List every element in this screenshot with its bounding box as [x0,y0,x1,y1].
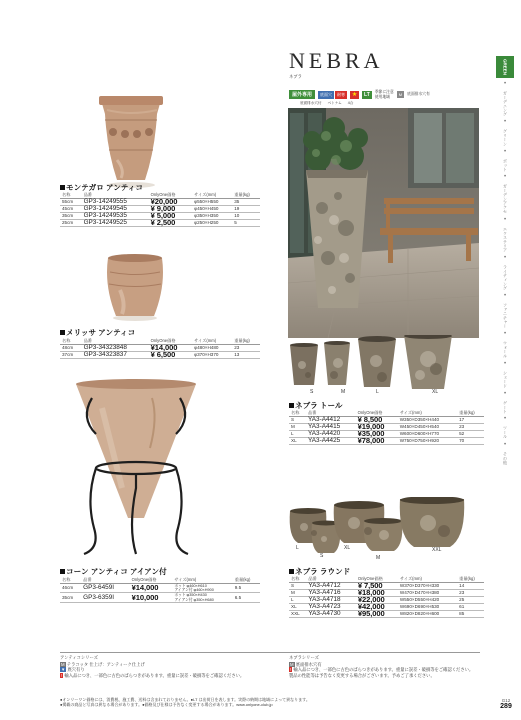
nebra-round-lineup-image [288,497,473,559]
cone-pot-iron-stand-image [72,378,200,558]
table-row: XXL YA3-A4730 ¥95,000 W820×D820×H600 85 [289,611,484,618]
bottom-disclaimer: ●オンリーワン価格には、消費税、施工費、送料は含まれておりません。●LT は出荷日を表します。実際の納期は地域によって異なります。 ●掲載の商品と写真は異なる場合があります。●価格及び仕様は予告なく変更する場合があります。www.onlyone-club.jp [60,697,310,708]
footer-divider [60,652,480,653]
badge-captions: 底面排水穴付 ペトナム 4合 [300,101,354,105]
melissa-spec-table: 名称 品番 OnlyOne価格 サイズ(mm) 重量(kg) 48cm GP3-34323848 ¥14,000 φ480×H480 23 37cm GP3-34323837 ¥ 6,500 φ370×H370 13 [60,338,260,359]
table-row: 45cm GP3-14249545 ¥ 9,000 φ450×H450 19 [60,206,260,213]
table-row: S YA3-A4412 ¥ 8,500 W350×D350×H440 17 [289,417,484,424]
table-row: L YA3-A4420 ¥35,000 W600×D600×H770 52 [289,431,484,438]
side-item[interactable]: グリーン [503,129,508,146]
warning-icon: ! [61,672,63,678]
warning-icon: ! [290,667,292,673]
nebra-tall-title: ネブラ トール [289,400,343,411]
table-row: L YA3-A4718 ¥22,000 W550×D550×H420 25 [289,597,484,604]
side-item[interactable]: ツール [503,426,508,439]
page-number: 289 [500,703,512,710]
series-kana: ネブラ [289,74,302,79]
round-size-label-xxl: XXL [432,547,442,553]
nebra-series-notes: ネブラシリーズ M 底面排水穴有 ! 輸入品につき、一部色に古色のばらつきがあります。重量に誤差・破損等をご確認ください。 製品の性能等は予告なく変更する場合がございます。予めご了承ください。 [289,655,484,678]
side-item[interactable]: シェード [503,371,508,388]
cone-title: コーン アンティコ アイアン付 [60,566,167,577]
table-row: XL YA3-A4723 ¥42,000 W690×D690×H530 61 [289,604,484,611]
table-row: XL YA3-A4425 ¥78,000 W750×D750×H920 70 [289,438,484,445]
side-item[interactable]: ファニチャー [503,303,508,329]
nebra-series-label: ネブラシリーズ [289,655,319,660]
melissa-pot-image [100,250,170,322]
col-price: OnlyOne価格 [149,192,193,199]
table-row: S YA3-A4712 ¥ 7,500 W370×D370×H330 14 [289,583,484,590]
side-item[interactable]: その他 [503,451,508,465]
nebra-round-title: ネブラ ラウンド [289,566,350,577]
nebra-tall-lineup-image [288,335,468,395]
side-item[interactable]: ガーデンアクセ [503,184,508,214]
round-size-label-l: L [296,545,299,551]
badge-row: 屋外専用 底面穴 耐寒 ★ LT 季節に注意 使用地域 M 底面排水穴有 [289,90,430,99]
monte-garo-spec-table [60,192,260,227]
nebra-scene-photo [288,108,479,338]
frost-icon: 耐寒 [337,91,346,97]
cone-spec-table: 名称 品番 OnlyOne価格 サイズ(mm) 重量(kg) 46cm GP3-6459I ¥14,000 ポット:φ460×H610 アイアン付:φ460×H900 9.5 35cm GP3-6359I ¥10,000 ポット:φ350×H430 アイアン付:φ350×H680 6.5 [60,577,260,603]
drainage-note-icon: M [290,662,294,668]
side-item[interactable]: ライティング [503,264,508,291]
tall-size-label-s: S [310,389,314,395]
antico-series-notes: アンティコシリーズ M テラコッタ 仕上げ：アンティーク仕上げ ▼ 底穴有り ! 輸入品につき、一部色に古色のばらつきがあります。重量に誤差・破損等をご確認ください。 [60,655,260,678]
monte-garo-pot-image [95,90,167,190]
side-item[interactable]: ガーデニング [503,91,508,117]
side-item[interactable]: ゲート [503,400,508,414]
antico-series-label: アンティコシリーズ [60,655,98,660]
series-title: NEBRA [289,48,384,73]
table-row: 25cm GP3-14249525 ¥ 2,500 φ250×H250 5 [60,220,260,227]
side-tab-green[interactable]: GREEN [496,56,514,78]
page-code: G12 [501,698,511,703]
table-row: M YA3-A4716 ¥18,000 W470×D470×H380 23 [289,590,484,597]
table-row: 35cm GP3-6359I ¥10,000 ポット:φ350×H430 アイアン付:φ350×H680 6.5 [60,593,260,602]
col-code: 品番 [82,192,149,199]
round-size-label-m: M [376,555,381,561]
side-item[interactable]: ポット [503,158,508,172]
side-index: GREEN • ガーデニング • グリーン • ポット • ガーデンアクセ • エクステリア • ライティング • ファニチャー • ウォール • シェード • ゲート • ツール • その他 [496,56,514,696]
table-row: 37cm GP3-34323837 ¥ 6,500 φ370×H370 13 [60,352,260,359]
table-row: M YA3-A4415 ¥19,000 W450×D450×H540 23 [289,424,484,431]
tall-size-label-m: M [341,389,346,395]
nebra-tall-spec-table: 名称 品番 OnlyOne価格 サイズ(mm) 重量(kg) S YA3-A4412 ¥ 8,500 W350×D350×H440 17 M YA3-A4415 ¥19,000 W450×D450×H540 23 L YA3-A4420 ¥35,000 W600×D600×H770 52 XL YA3-A4425 ¥78,000 W750×D750×H920 70 [289,410,484,445]
table-row: 48cm GP3-34323848 ¥14,000 φ480×H480 23 [60,345,260,352]
col-size: サイズ(mm) [192,192,232,199]
tall-size-label-l: L [376,389,379,395]
nebra-round-spec-table: 名称 品番 OnlyOne価格 サイズ(mm) 重量(kg) S YA3-A4712 ¥ 7,500 W370×D370×H330 14 M YA3-A4716 ¥18,000 W470×D470×H380 23 L YA3-A4718 ¥22,000 W550×D550×H420 25 XL YA3-A4723 ¥42,000 W690×D690×H530 61 XXL YA3-A4730 ¥95,000 W820×D820×H600 85 [289,576,484,618]
table-row: 55cm GP3-14249555 ¥20,000 φ550×H550 35 [60,199,260,206]
side-item[interactable]: ウォール [503,341,508,359]
col-weight: 重量(kg) [232,192,260,199]
monte-garo-title: モンテガロ アンティコ [60,182,143,193]
melissa-title: メリッサ アンティコ [60,327,135,338]
drain-hole-icon: ▼ [61,667,66,673]
tall-size-label-xl: XL [432,389,439,395]
col-name: 名称 [60,192,82,199]
side-item[interactable]: エクステリア [503,226,508,252]
drain-icon: 底面穴 [320,91,333,97]
material-icon: M [61,662,65,668]
star-icon: ★ [351,91,358,98]
table-row: 46cm GP3-6459I ¥14,000 ポット:φ460×H610 アイアン付:φ460×H900 9.5 [60,584,260,593]
lt-badge: LT [364,91,370,98]
round-size-label-xl: XL [344,545,351,551]
drainage-icon: M [398,92,403,97]
page-number-block [496,698,516,710]
table-row: 35cm GP3-14249535 ¥ 5,000 φ350×H350 10 [60,213,260,220]
round-size-label-s: S [320,553,324,559]
outdoor-badge: 屋外専用 [289,90,315,99]
